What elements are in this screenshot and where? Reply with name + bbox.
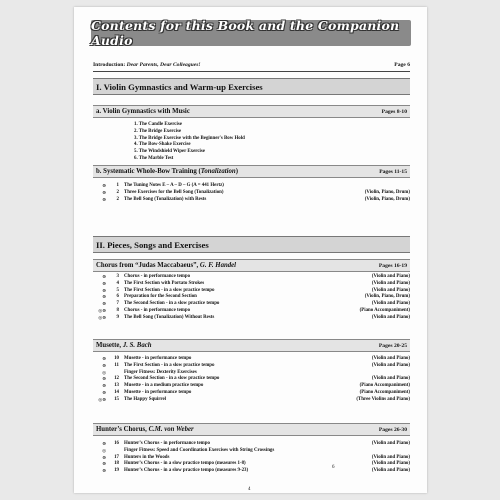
- track-number: 10: [114, 356, 119, 361]
- track-instruments: (Violin and Piano): [371, 287, 410, 293]
- cd-icon: ⊙: [102, 274, 106, 279]
- track-number: 18: [114, 461, 119, 467]
- cd-icon: ⊙: [102, 389, 106, 395]
- cd-icon: ⊙: [102, 280, 106, 286]
- track-row: [93, 363, 410, 370]
- track-number: 12: [114, 376, 119, 382]
- part-title: I. Violin Gymnastics and Warm-up Exercises: [96, 81, 263, 92]
- cd-icon: ⊙: [102, 461, 106, 467]
- track-title: 2. The Bridge Exercise: [134, 128, 182, 134]
- track-instruments: (Violin and Piano): [371, 468, 410, 474]
- track-instruments: (Three Violins and Piano): [356, 396, 410, 402]
- cd-icon: ⊙: [102, 362, 106, 368]
- track-title: Chorus - in performance tempo: [124, 274, 191, 279]
- contents-banner: [91, 20, 411, 46]
- track-title: Hunter’s Chorus - in a slow practice tempo (measures 1-8): [124, 461, 246, 467]
- track-number: 16: [114, 441, 119, 446]
- track-title: Three Exercises for the Bell Song (Tonalization): [124, 189, 224, 195]
- introduction-page: Page 6: [394, 62, 410, 68]
- track-title: The Bell Song (Tonalization) with Rests: [124, 196, 207, 202]
- track-title: Chorus - in performance tempo: [124, 307, 191, 313]
- track-row: [93, 129, 410, 136]
- track-instruments: (Violin, Piano, Drum): [364, 189, 410, 195]
- track-number: 4: [116, 280, 119, 286]
- cd-icon: ⊙: [102, 454, 106, 460]
- track-title: Finger Fitness: Speed and Coordination Exercises with String Crossings: [124, 447, 275, 453]
- track-number: 7: [116, 301, 119, 307]
- track-number: 3: [116, 274, 119, 279]
- track-row: [93, 383, 410, 390]
- track-instruments: (Violin and Piano): [371, 301, 410, 307]
- track-instruments: (Violin and Piano): [371, 461, 410, 467]
- cd-icon: ⊙: [102, 287, 106, 293]
- cd-icon: ⊙: [102, 356, 106, 361]
- track-title: The Bell Song (Tonalization) Without Rests: [124, 314, 215, 320]
- track-row: [93, 376, 410, 383]
- cd-icon: ◎⊙: [98, 307, 106, 313]
- track-title: 4. The Bow-Shake Exercise: [134, 142, 191, 148]
- part-heading: [93, 236, 410, 253]
- track-title: The First Section - in a slow practice tempo: [124, 287, 215, 293]
- track-instruments: (Piano Accompaniment): [359, 307, 410, 313]
- track-row: [93, 468, 410, 475]
- section-title: a. Violin Gymnastics with Music: [96, 108, 190, 115]
- track-title: The Tuning Notes E – A – D – G (A = 441 Hertz): [124, 183, 224, 188]
- section-pages: Pages 26-30: [378, 426, 407, 433]
- track-row: [93, 149, 410, 156]
- track-row: [93, 156, 410, 163]
- track-title: 5. The Windshield Wiper Exercise: [134, 149, 205, 155]
- track-row: [93, 281, 410, 288]
- track-row: [93, 190, 410, 197]
- cd-icon: ⊙: [102, 183, 106, 188]
- track-title: 6. The Marble Test: [134, 155, 174, 161]
- track-number: 6: [116, 294, 119, 300]
- track-row: [93, 390, 410, 397]
- track-row: [93, 122, 410, 129]
- track-number: 11: [114, 362, 119, 368]
- section-heading: [93, 165, 410, 178]
- track-list: [93, 183, 410, 203]
- track-list: [93, 274, 410, 322]
- track-row: [93, 461, 410, 468]
- introduction-prefix: Introduction:: [93, 62, 126, 68]
- cd-icon: ⊙: [102, 441, 106, 446]
- track-title: Musette - in a medium practice tempo: [124, 383, 204, 389]
- cd-icon: ◎: [102, 369, 106, 375]
- track-number: 19: [114, 468, 119, 474]
- track-row: [93, 183, 410, 190]
- track-title: Hunter’s Chorus - in performance tempo: [124, 441, 210, 446]
- section-pages: Pages 11-15: [379, 168, 407, 175]
- section-title: Hunter’s Chorus, C.M. von Weber: [96, 426, 194, 433]
- track-row: [93, 142, 410, 149]
- cd-icon: ⊙: [102, 383, 106, 389]
- track-number: 5: [116, 287, 119, 293]
- cd-icon: ⊙: [102, 468, 106, 474]
- track-instruments: (Violin and Piano): [371, 280, 410, 286]
- track-instruments: (Violin and Piano): [371, 356, 410, 361]
- cd-icon: ⊙: [102, 301, 106, 307]
- track-instruments: (Piano Accompaniment): [359, 389, 410, 395]
- track-title: The Second Section - in a slow practice tempo: [124, 301, 220, 307]
- track-number: 8: [116, 307, 119, 313]
- section-pages: Pages 8-10: [381, 108, 407, 115]
- track-instruments: (Violin, Piano, Drum): [364, 294, 410, 300]
- exercise-list: [93, 122, 410, 163]
- part-heading: [93, 78, 410, 95]
- track-row: [93, 455, 410, 462]
- track-title: Musette - in performance tempo: [124, 389, 192, 395]
- track-row: [93, 315, 410, 322]
- track-instruments: (Violin, Piano, Drum): [364, 196, 410, 202]
- cd-icon: ◎⊙: [98, 396, 106, 402]
- track-number: 13: [114, 383, 119, 389]
- track-row: [93, 441, 410, 448]
- track-instruments: (Violin and Piano): [371, 376, 410, 382]
- track-number: 17: [114, 454, 119, 460]
- section-heading: [93, 259, 410, 272]
- track-number: 14: [114, 389, 119, 395]
- part-title: II. Pieces, Songs and Exercises: [96, 239, 209, 250]
- track-row: [93, 301, 410, 308]
- track-row: [93, 397, 410, 404]
- track-row: [93, 294, 410, 301]
- track-title: Musette - in performance tempo: [124, 356, 192, 361]
- section-pages: Pages 16-19: [378, 262, 407, 269]
- track-instruments: (Violin and Piano): [371, 454, 410, 460]
- cd-icon: ⊙: [102, 196, 106, 202]
- section-pages: Pages 20-25: [378, 342, 407, 349]
- track-instruments: (Violin and Piano): [371, 314, 410, 320]
- track-number: 15: [114, 396, 119, 402]
- page-number: 4: [248, 487, 251, 492]
- track-instruments: (Violin and Piano): [371, 441, 410, 446]
- cd-icon: ◎: [102, 447, 106, 453]
- track-row: [93, 356, 410, 363]
- track-title: Hunters in the Woods: [124, 454, 170, 460]
- track-title: Preparation for the Second Section: [124, 294, 197, 300]
- introduction-line: [93, 62, 410, 68]
- book-page: [74, 7, 427, 493]
- section-title: Musette, J. S. Bach: [96, 342, 152, 349]
- contents-title: Contents for this Book and the Companion Audio: [91, 18, 400, 48]
- cd-icon: ⊙: [102, 294, 106, 300]
- section-title: b. Systematic Whole-Bow Training (Tonalization): [96, 168, 238, 175]
- track-title: Hunter’s Chorus - in a slow practice tempo (measures 9-23): [124, 468, 249, 474]
- track-row: [93, 308, 410, 315]
- track-number: 2: [116, 189, 119, 195]
- cd-icon: ◎⊙: [98, 314, 106, 320]
- divider: [93, 71, 410, 72]
- track-row: [93, 136, 410, 143]
- track-row: [93, 197, 410, 204]
- track-title: The Happy Squirrel: [124, 396, 167, 402]
- track-list: [93, 441, 410, 475]
- introduction-text: [93, 62, 201, 68]
- track-row: [93, 274, 410, 281]
- page-mark: 6: [332, 465, 335, 470]
- track-title: The First Section with Portato Strokes: [124, 280, 205, 286]
- section-heading: [93, 423, 410, 436]
- track-number: 9: [116, 314, 119, 320]
- track-list: [93, 356, 410, 404]
- track-row: [93, 288, 410, 295]
- track-row: [93, 448, 410, 455]
- section-heading: [93, 105, 410, 118]
- track-title: Finger Fitness: Dexterity Exercises: [124, 369, 197, 375]
- track-row: [93, 370, 410, 377]
- track-number: 2: [116, 196, 119, 202]
- track-number: 1: [116, 183, 119, 188]
- cd-icon: ⊙: [102, 189, 106, 195]
- track-title: 3. The Bridge Exercise with the Beginner's Bow Hold: [134, 135, 245, 141]
- track-title: 1. The Candle Exercise: [134, 122, 182, 127]
- section-title: Chorus from “Judas Maccabaeus”, G. F. Handel: [96, 262, 237, 269]
- cd-icon: ⊙: [102, 376, 106, 382]
- track-instruments: (Piano Accompaniment): [359, 383, 410, 389]
- track-instruments: (Violin and Piano): [371, 274, 410, 279]
- section-heading: [93, 339, 410, 352]
- track-title: The Second Section - in a slow practice tempo: [124, 376, 220, 382]
- introduction-title: Dear Parents, Dear Colleagues!: [126, 62, 201, 68]
- track-title: The First Section - in a slow practice tempo: [124, 362, 215, 368]
- track-instruments: (Violin and Piano): [371, 362, 410, 368]
